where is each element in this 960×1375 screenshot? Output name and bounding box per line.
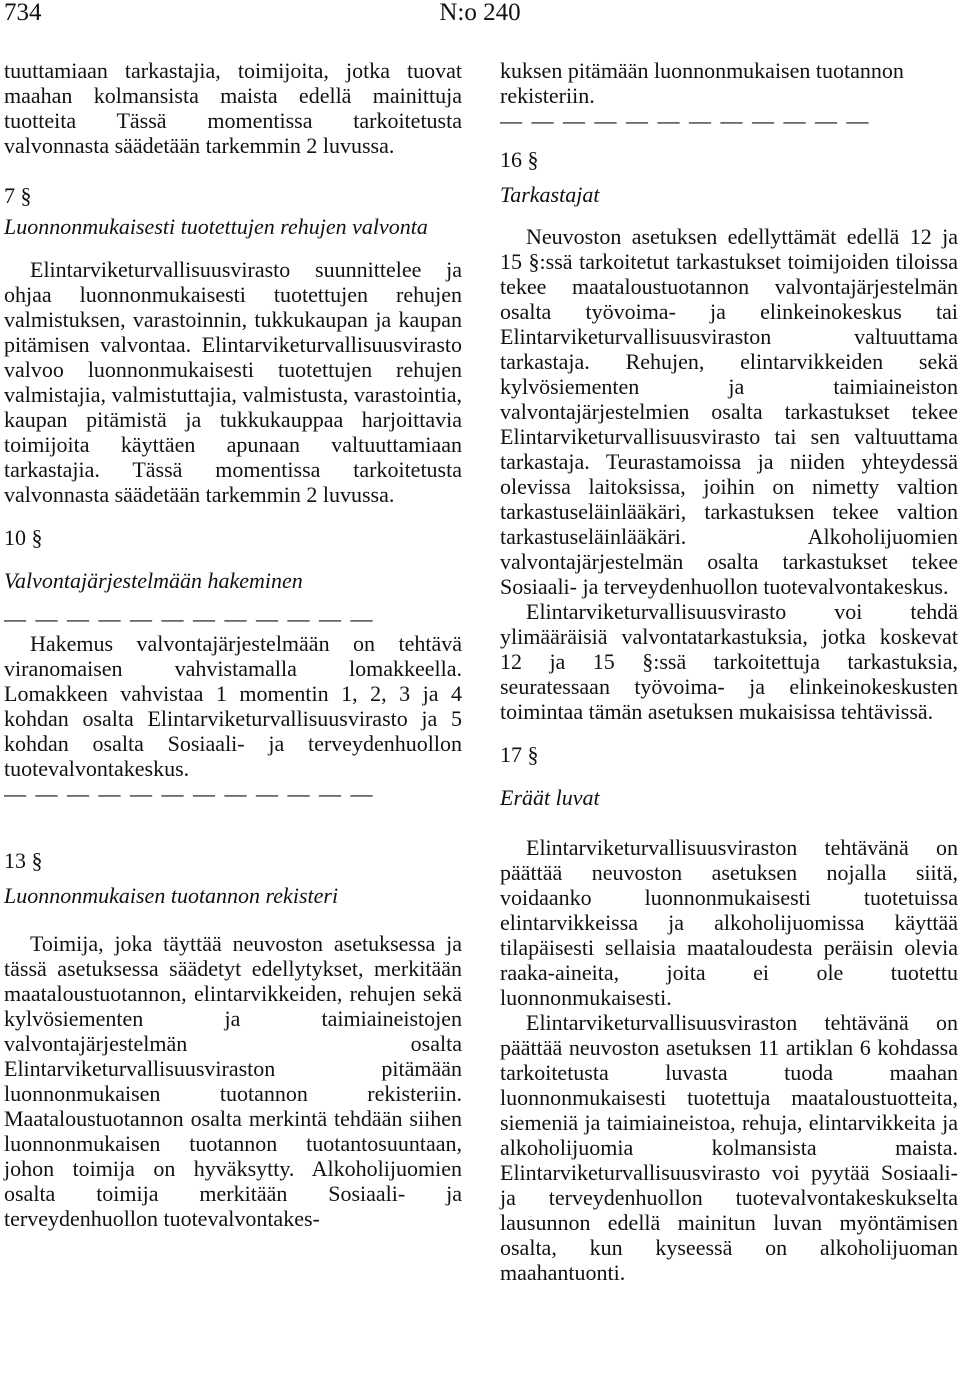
section-10-paragraph: Hakemus valvontajärjestelmään on tehtävä viranomaisen vahvistamalla lomakkeella. Lomakkeen vahvistaa 1 momentin 1, 2, 3 ja 4 kohdan osalta Elintarviketurvallisuusvirasto ja 5 kohdan osalta Sosiaali- ja terveydenhuollon tuotevalvontakeskus. — [4, 631, 462, 781]
omission-dashes-right: — — — — — — — — — — — — — [500, 108, 871, 133]
section-13-paragraph: Toimija, joka täyttää neuvoston asetuksessa ja tässä asetuksessa säädetyt edellytykset, merkitään maataloustuotannon, elintarvikkeiden, rehujen sekä kylvösiementen ja taimiaineistojen valvontajärjestelmän osalta Elintarviketurvallisuusviraston pitämään luonnonmukaisen tuotannon rekisteriin. Maataloustuotannon osalta merkintä tehdään siihen luonnonmukaisen tuotannon tuotantosuuntaan, johon toimija on hyväksytty. Alkoholijuomien osalta toimija merkitään Sosiaali- ja terveydenhuollon tuotevalvontakes- — [4, 931, 462, 1231]
omission-dashes-after: — — — — — — — — — — — — — [4, 781, 375, 806]
section-10-title: Valvontajärjestelmään hakeminen — [4, 568, 303, 593]
section-13-title: Luonnonmukaisen tuotannon rekisteri — [4, 883, 339, 908]
omission-dashes: — — — — — — — — — — — — — [4, 606, 375, 631]
section-7-number: 7 § — [4, 183, 32, 208]
left-column — [4, 58, 462, 1231]
section-17-paragraph-2: Elintarviketurvallisuusviraston tehtävänä on päättää neuvoston asetuksen 11 artiklan 6 kohdassa tarkoitetusta luvasta tuoda maahan luonnonmukaisesti tuotettuja maataloustuotteita, siemeniä ja taimiaineistoa, rehuja, elintarvikkeita ja alkoholijuomia kolmansista maista. Elintarviketurvallisuusvirasto voi pyytää Sosiaali- ja terveydenhuollon tuotevalvontakeskukselta lausunnon edellä mainitun luvan myöntämisen osalta, kun kyseessä on alkoholijuoman maahantuonti. — [500, 1010, 958, 1285]
right-column — [500, 58, 958, 1285]
section-16-title: Tarkastajat — [500, 182, 600, 207]
section-13-number: 13 § — [4, 848, 43, 873]
section-16-number: 16 § — [500, 147, 539, 172]
section-17-number: 17 § — [500, 742, 539, 767]
continued-paragraph-right: kuksen pitämään luonnonmukaisen tuotannon rekisteriin. — [500, 58, 904, 108]
issue-number: N:o 240 — [439, 0, 521, 26]
section-7-title: Luonnonmukaisesti tuotettujen rehujen valvonta — [4, 214, 428, 239]
continued-paragraph: tuuttamiaan tarkastajia, toimijoita, jotka tuovat maahan kolmansista maista edellä mainittuja tuotteita Tässä momentissa tarkoitetusta valvonnasta säädetään tarkemmin 2 luvussa. — [4, 58, 462, 158]
section-17-paragraph-1: Elintarviketurvallisuusviraston tehtävänä on päättää neuvoston asetuksen nojalla siitä, voidaanko luonnonmukaisesti tuotetuissa elintarvikkeissa ja alkoholijuomissa käyttää tilapäisesti sellaisia maataloudesta peräisin olevia raaka-aineita, joita ei ole tuotettu luonnonmukaisesti. — [500, 835, 958, 1010]
section-7-paragraph: Elintarviketurvallisuusvirasto suunnittelee ja ohjaa luonnonmukaisesti tuotettujen rehujen valmistuksen, varastoinnin, tukkukaupan ja kaupan pitämisen valvontaa. Elintarviketurvallisuusvirasto valvoo luonnonmukaisesti tuotettujen rehujen valmistajia, valmistuttajia, valmistusta, varastointia, kaupan pitämistä ja tukkukauppaa harjoittavia toimijoita käyttäen apunaan valtuuttamiaan tarkastajia. Tässä momentissa tarkoitetusta valvonnasta säädetään tarkemmin 2 luvussa. — [4, 257, 462, 507]
section-10-number: 10 § — [4, 525, 43, 550]
page-header — [0, 0, 960, 30]
section-16-paragraph-1: Neuvoston asetuksen edellyttämät edellä 12 ja 15 §:ssä tarkoitetut tarkastukset toimijoiden tiloissa tekee maataloustuotannon valvontajärjestelmän osalta työvoima- ja elinkeinokeskus tai Elintarviketurvallisuusviraston valtuuttama tarkastaja. Rehujen, elintarvikkeiden sekä kylvösiementen ja taimiaineiston valvontajärjestelmien osalta tarkastukset tekee Elintarviketurvallisuusvirasto tai sen valtuuttama tarkastaja. Teurastamoissa ja niiden yhteydessä olevissa laitoksissa, joihin on nimetty valtion tarkastuseläinlääkäri, tarkastuksen tekee valtion tarkastuseläinlääkäri. Alkoholijuomien valvontajärjestelmän osalta tarkastukset tekee Sosiaali- ja terveydenhuollon tuotevalvontakeskus. — [500, 224, 958, 599]
page-number: 734 — [4, 0, 42, 26]
section-17-title: Eräät luvat — [500, 785, 600, 810]
section-16-paragraph-2: Elintarviketurvallisuusvirasto voi tehdä ylimääräisiä valvontatarkastuksia, jotka koskevat 12 ja 15 §:ssä tarkoitettuja tarkastuksia, seuratessaan työvoima- ja elinkeinokeskusten toimintaa tämän asetuksen mukaisissa tehtävissä. — [500, 599, 958, 724]
